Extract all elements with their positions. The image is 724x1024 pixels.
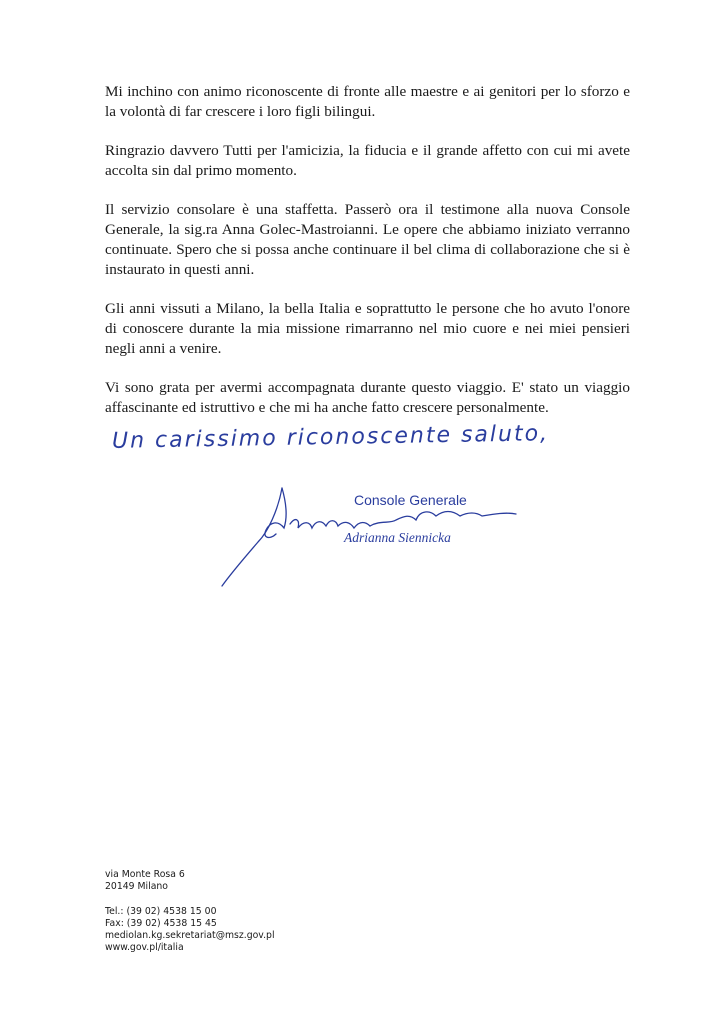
paragraph-thanks-all: Ringrazio davvero Tutti per l'amicizia, la fiducia e il grande affetto con cui mi avete accolta sin dal primo momento. [105,142,630,179]
paragraph-consular-relay: Il servizio consolare è una staffetta. Passerò ora il testimone alla nuova Console Generale, la sig.ra Anna Golec-Mastroianni. Le opere che abbiamo iniziato verranno continuate. Spero che si possa anche continuare il bel clima di collaborazione che si è instaurato in questi anni. [105,201,630,278]
address-street: via Monte Rosa 6 [105,869,185,880]
letter-body [105,82,630,437]
fax-number: Fax: (39 02) 4538 15 45 [105,917,217,929]
handwritten-greeting: Un carissimo riconoscente saluto, [111,421,550,454]
address-city: 20149 Milano [105,881,168,893]
paragraph-milan-years: Gli anni vissuti a Milano, la bella Italia e soprattutto le persone che ho avuto l'onore di conoscere durante la mia missione rimarranno nel mio cuore e nei miei pensieri negli anni a venire. [105,300,630,357]
email-address: mediolan.kg.sekretariat@msz.gov.pl [105,930,275,942]
paragraph-gratitude: Vi sono grata per avermi accompagnata durante questo viaggio. E' stato un viaggio affascinante ed istruttivo e che mi ha anche fatto crescere personalmente. [105,379,630,416]
stamp-name: Adrianna Siennicka [344,530,451,545]
paragraph-thanks-teachers: Mi inchino con animo riconoscente di fronte alle maestre e ai genitori per lo sforzo e la volontà di far crescere i loro figli bilingui. [105,83,630,120]
phone-number: Tel.: (39 02) 4538 15 00 [105,905,217,917]
signature-block [220,480,540,595]
footer-contact [105,869,275,955]
website-url: www.gov.pl/italia [105,942,184,954]
stamp-title: Console Generale [354,492,467,508]
